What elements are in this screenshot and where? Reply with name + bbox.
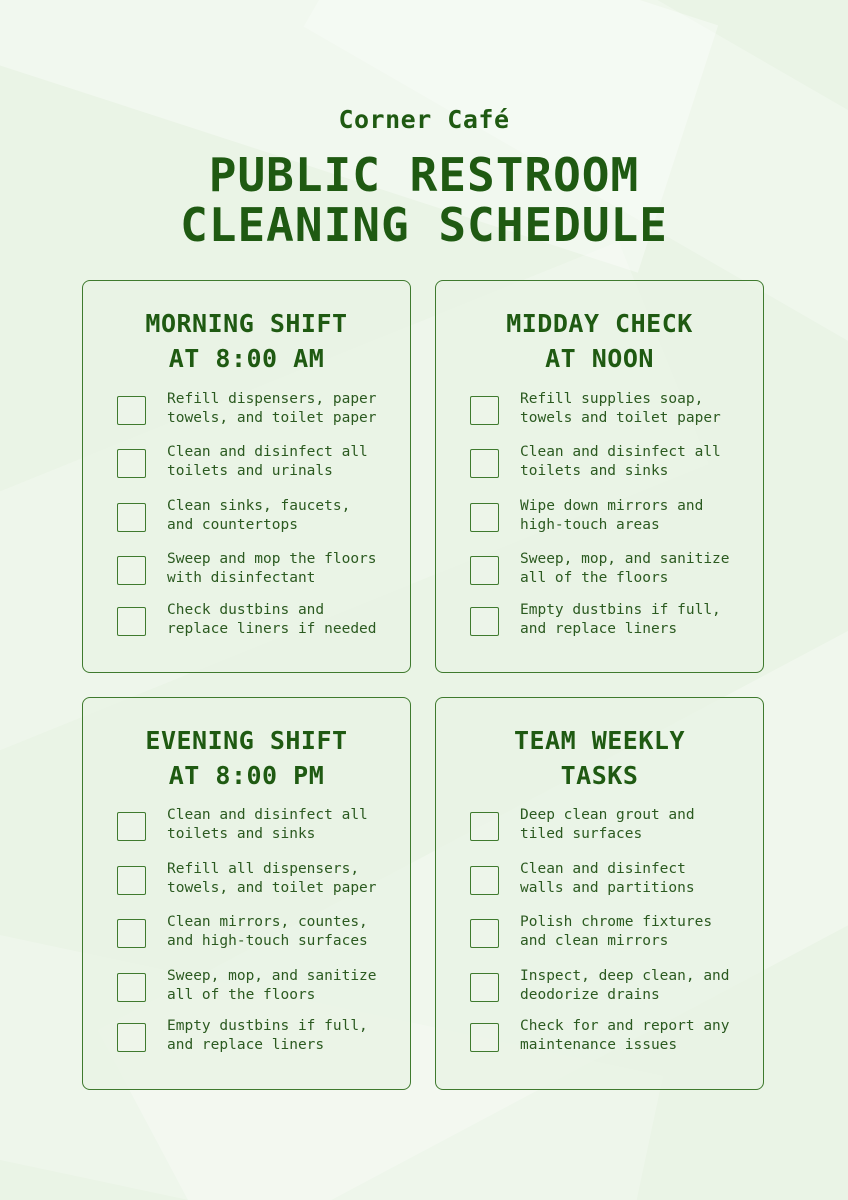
brand-name: Corner Café <box>338 105 510 134</box>
task-item <box>470 444 753 489</box>
task-label-line: towels, and toilet paper <box>167 410 377 426</box>
card-heading <box>83 723 410 793</box>
task-label-line: with disinfectant <box>167 570 316 586</box>
task-label-line: maintenance issues <box>520 1037 678 1053</box>
card-heading-line: AT 8:00 AM <box>168 344 325 373</box>
task-item <box>117 444 400 489</box>
task-checkbox[interactable] <box>117 919 146 948</box>
task-label-line: and replace liners <box>167 1037 325 1053</box>
task-checkbox[interactable] <box>117 607 146 636</box>
task-label-line: Empty dustbins if full, <box>520 602 721 618</box>
task-item <box>470 968 753 1013</box>
task-label-line: toilets and sinks <box>167 826 316 842</box>
task-label-line: Refill dispensers, paper <box>167 391 377 407</box>
card-evening-shift <box>82 697 411 1090</box>
task-item <box>117 807 400 852</box>
task-label-line: towels and toilet paper <box>520 410 721 426</box>
task-label-line: high-touch areas <box>520 517 660 533</box>
card-midday-check <box>435 280 764 673</box>
task-checkbox[interactable] <box>470 812 499 841</box>
task-label-line: Clean and disinfect <box>520 861 686 877</box>
task-label <box>520 601 753 639</box>
task-label <box>520 390 753 428</box>
task-label-line: and countertops <box>167 517 298 533</box>
task-label-line: Sweep, mop, and sanitize <box>520 551 730 567</box>
task-label <box>520 1017 753 1055</box>
task-checkbox[interactable] <box>470 449 499 478</box>
task-label <box>167 913 400 951</box>
task-checkbox[interactable] <box>470 556 499 585</box>
task-checkbox[interactable] <box>117 1023 146 1052</box>
card-heading-line: MORNING SHIFT <box>145 309 348 338</box>
card-heading-line: AT NOON <box>545 344 654 373</box>
task-checkbox[interactable] <box>470 503 499 532</box>
task-checkbox[interactable] <box>470 1023 499 1052</box>
task-label-line: Clean and disinfect all <box>520 444 721 460</box>
task-checkbox[interactable] <box>470 866 499 895</box>
task-label <box>167 1017 400 1055</box>
task-label-line: walls and partitions <box>520 880 695 896</box>
task-label-line: tiled surfaces <box>520 826 643 842</box>
task-checkbox[interactable] <box>117 973 146 1002</box>
task-checkbox[interactable] <box>470 607 499 636</box>
task-label-line: Deep clean grout and <box>520 807 695 823</box>
task-label-line: and clean mirrors <box>520 933 669 949</box>
task-label <box>167 806 400 844</box>
task-label-line: Sweep, mop, and sanitize <box>167 968 377 984</box>
task-item <box>470 914 753 959</box>
task-label-line: deodorize drains <box>520 987 660 1003</box>
card-heading <box>436 306 763 376</box>
task-label <box>167 497 400 535</box>
task-item <box>470 861 753 906</box>
task-item <box>470 391 753 436</box>
task-label-line: toilets and urinals <box>167 463 333 479</box>
title-line-2: CLEANING SCHEDULE <box>180 198 668 252</box>
task-label-line: all of the floors <box>520 570 669 586</box>
card-heading-line: MIDDAY CHECK <box>506 309 693 338</box>
card-team-weekly-tasks <box>435 697 764 1090</box>
task-checkbox[interactable] <box>117 449 146 478</box>
task-checkbox[interactable] <box>117 396 146 425</box>
task-item <box>470 1018 753 1063</box>
task-label-line: Check dustbins and <box>167 602 325 618</box>
task-label-line: Check for and report any <box>520 1018 730 1034</box>
page-title <box>0 150 848 250</box>
task-item <box>470 602 753 647</box>
task-checkbox[interactable] <box>117 503 146 532</box>
task-label-line: Wipe down mirrors and <box>520 498 704 514</box>
task-label <box>520 967 753 1005</box>
task-checkbox[interactable] <box>470 396 499 425</box>
task-label <box>520 860 753 898</box>
card-morning-shift <box>82 280 411 673</box>
task-label <box>167 390 400 428</box>
task-item <box>117 861 400 906</box>
task-label <box>520 550 753 588</box>
title-line-1: PUBLIC RESTROOM <box>208 148 640 202</box>
card-heading <box>436 723 763 793</box>
task-label-line: Clean and disinfect all <box>167 807 368 823</box>
task-label-line: toilets and sinks <box>520 463 669 479</box>
task-item <box>117 391 400 436</box>
card-heading <box>83 306 410 376</box>
task-label <box>167 443 400 481</box>
task-item <box>117 1018 400 1063</box>
task-label-line: Polish chrome fixtures <box>520 914 713 930</box>
task-label <box>167 550 400 588</box>
card-heading-line: EVENING SHIFT <box>145 726 348 755</box>
task-checkbox[interactable] <box>117 812 146 841</box>
task-label-line: all of the floors <box>167 987 316 1003</box>
task-label-line: Clean mirrors, countes, <box>167 914 368 930</box>
task-label-line: and high-touch surfaces <box>167 933 368 949</box>
task-item <box>117 498 400 543</box>
task-label <box>167 601 400 639</box>
task-label <box>167 860 400 898</box>
task-label-line: Inspect, deep clean, and <box>520 968 730 984</box>
task-label-line: Clean and disinfect all <box>167 444 368 460</box>
task-label-line: Sweep and mop the floors <box>167 551 377 567</box>
task-item <box>470 498 753 543</box>
task-checkbox[interactable] <box>117 556 146 585</box>
task-label <box>520 497 753 535</box>
task-item <box>117 914 400 959</box>
card-heading-line: TASKS <box>560 761 639 790</box>
task-label-line: and replace liners <box>520 621 678 637</box>
task-label-line: Refill supplies soap, <box>520 391 704 407</box>
task-label <box>520 913 753 951</box>
task-label-line: Clean sinks, faucets, <box>167 498 351 514</box>
task-label-line: Refill all dispensers, <box>167 861 360 877</box>
task-checkbox[interactable] <box>117 866 146 895</box>
task-label-line: replace liners if needed <box>167 621 377 637</box>
card-heading-line: AT 8:00 PM <box>168 761 325 790</box>
task-item <box>470 807 753 852</box>
card-heading-line: TEAM WEEKLY <box>513 726 686 755</box>
task-item <box>117 602 400 647</box>
task-checkbox[interactable] <box>470 973 499 1002</box>
task-item <box>117 968 400 1013</box>
task-label-line: Empty dustbins if full, <box>167 1018 368 1034</box>
task-label <box>520 443 753 481</box>
task-checkbox[interactable] <box>470 919 499 948</box>
task-label <box>520 806 753 844</box>
task-item <box>117 551 400 596</box>
task-label <box>167 967 400 1005</box>
task-label-line: towels, and toilet paper <box>167 880 377 896</box>
task-item <box>470 551 753 596</box>
